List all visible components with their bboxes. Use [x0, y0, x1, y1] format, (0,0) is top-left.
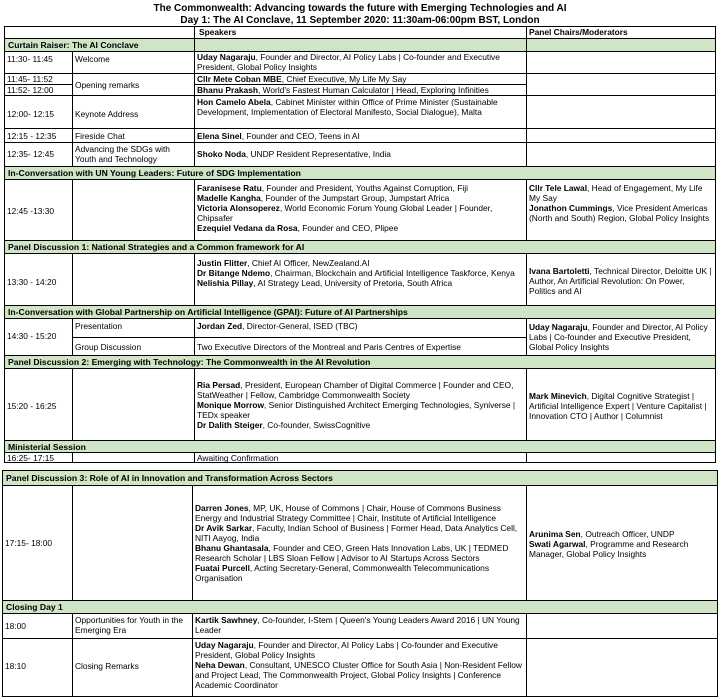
chair-list: Ivana Bartoletti, Technical Director, Deloitte UK | Author, An Artificial Revolution: On Power, Politics and AI: [529, 266, 712, 296]
section-closing: Closing Day 1: [3, 601, 717, 613]
chair-list: Uday Nagaraju, Founder and Director, AI Policy Labs | Co-founder and Executive President, Global Policy Insights: [529, 322, 708, 352]
speaker-list: Justin Flitter, Chief AI Officer, NewZealand.AI Dr Bitange Ndemo, Chairman, Blockchain and Artificial Intelligence Taskforce, Kenya Nelishia Pillay, AI Strategy Lead, University of Pretoria, South Africa: [197, 258, 515, 288]
speaker-list: Faranisese Ratu, Founder and President, Youths Against Corruption, Fiji Madelle Kangha, Founder of the Jumpstart Group, Jumpstart Africa Victoria Alonsoperez, World Economic Forum Young Global Leader | Founder, Chipsafer Ezequiel Vedana da Rosa, Founder and CEO, Plipee: [197, 183, 493, 233]
speaker-entry: Bhanu Prakash, World's Fastest Human Calculator | Head, Exploring Infinities: [197, 85, 489, 95]
session-label: Advancing the SDGs with Youth and Technology: [75, 144, 170, 164]
session-label: Fireside Chat: [75, 131, 125, 141]
time-slot: 11:52- 12:00: [7, 85, 54, 95]
time-slot: 16:25- 17:15: [7, 453, 55, 463]
session-label: Group Discussion: [75, 342, 142, 352]
document-title: The Commonwealth: Advancing towards the future with Emerging Technologies and AI: [153, 3, 567, 14]
speaker-list: Uday Nagaraju, Founder and Director, AI Policy Labs | Co-founder and Executive President, Global Policy Insights Neha Dewan, Consultant, UNESCO Cluster Office for South Asia | Non-Resident Fellow and Project Lead, The Commonwealth Project, Global Policy Insights | Conference Academic Coordinator: [195, 640, 522, 690]
section-un-young-leaders: In-Conversation with UN Young Leaders: Future of SDG Implementation: [5, 167, 715, 179]
session-label: Presentation: [75, 321, 123, 331]
speaker-entry: Jordan Zed, Director-General, ISED (TBC): [197, 321, 358, 331]
time-slot: 12:45 -13:30: [7, 206, 55, 216]
session-label: Opening remarks: [75, 80, 140, 90]
time-slot: 17:15- 18:00: [5, 538, 53, 548]
time-slot: 18:10: [5, 661, 26, 671]
section-panel-1: Panel Discussion 1: National Strategies and a Common framework for AI: [5, 241, 715, 253]
session-label: Welcome: [75, 54, 110, 64]
section-curtain-raiser: Curtain Raiser: The AI Conclave: [5, 39, 715, 51]
time-slot: 15:20 - 16:25: [7, 401, 57, 411]
speaker-entry: Awaiting Confirmation: [197, 453, 279, 463]
time-slot: 12:00- 12:15: [7, 109, 55, 119]
speaker-list: Ria Persad, President, European Chamber of Digital Commerce | Founder and CEO, StatWeather | Fellow, Cambridge Commonwealth Society Monique Morrow, Senior Distinguished Architect Emerging Technologies, Syniverse | TEDx speaker Dr Dalith Steiger, Co-founder, SwissCognitive: [197, 380, 516, 430]
speaker-entry: Two Executive Directors of the Montreal and Paris Centres of Expertise: [197, 342, 461, 352]
section-panel-2: Panel Discussion 2: Emerging with Technology: The Commonwealth in the AI Revolution: [5, 356, 715, 368]
speaker-entry: Elena Sinel, Founder and CEO, Teens in AI: [197, 131, 360, 141]
header-chairs: Panel Chairs/Moderators: [529, 27, 628, 37]
chair-list: Cllr Tele Lawal, Head of Engagement, My Life My Say Jonathon Cummings, Vice President Americas (North and South) Region, Global Policy Insights: [529, 183, 710, 223]
session-label: Closing Remarks: [75, 661, 139, 671]
chair-list: Mark Minevich, Digital Cognitive Strategist | Artificial Intelligence Expert | Venture Capitalist | Innovation CTO | Author | Columnist: [529, 391, 707, 421]
section-gpai: In-Conversation with Global Partnership on Artificial Intelligence (GPAI): Future of AI Partnerships: [5, 306, 715, 318]
day-subtitle: Day 1: The AI Conclave, 11 September 2020: 11:30am-06:00pm BST, London: [180, 15, 540, 26]
time-slot: 11:30- 11:45: [7, 54, 53, 64]
speaker-entry: Cllr Mete Coban MBE, Chief Executive, My Life My Say: [197, 74, 407, 84]
time-slot: 12:15 - 12:35: [7, 131, 57, 141]
header-speakers: Speakers: [199, 27, 237, 37]
time-slot: 14:30 - 15:20: [7, 331, 57, 341]
section-ministerial: Ministerial Session: [5, 441, 715, 452]
chair-list: Arunima Sen, Outreach Officer, UNDP Swati Agarwal, Programme and Research Manager, Global Policy Insights: [529, 529, 689, 559]
section-panel-3: Panel Discussion 3: Role of AI in Innovation and Transformation Across Sectors: [3, 471, 717, 485]
session-label: Keynote Address: [75, 109, 139, 119]
speaker-entry: Hon Camelo Abela, Cabinet Minister within Office of Prime Minister (Sustainable Development, Implementation of Electoral Manifesto, Social Dialogue), Malta: [197, 97, 498, 117]
speaker-entry: Shoko Noda, UNDP Resident Representative, India: [197, 149, 391, 159]
time-slot: 11:45- 11:52: [7, 74, 53, 84]
speaker-entry: Kartik Sawhney, Co-founder, I-Stem | Queen's Young Leaders Award 2016 | UN Young Leader: [195, 615, 520, 635]
speaker-list: Darren Jones, MP, UK, House of Commons | Chair, House of Commons Business Energy and Industrial Strategy Committee | Chair, Institute of Artificial Intelligence Dr Avik Sarkar, Faculty, Indian School of Business | Former Head, Data Analytics Cell, NITI Aayog, India Bhanu Ghantasala, Founder and CEO, Green Hats Innovation Labs, UK | TEDMED Research Scholar | LBS Sloan Fellow | Advisor to AI Startups Across Sectors Fuatai Purcell, Acting Secretary-General, Commonwealth Telecommunications Organisation: [195, 503, 518, 583]
session-label: Opportunities for Youth in the Emerging Era: [75, 615, 184, 635]
speaker-entry: Uday Nagaraju, Founder and Director, AI Policy Labs | Co-founder and Executive President, Global Policy Insights: [197, 52, 500, 72]
time-slot: 18:00: [5, 621, 26, 631]
time-slot: 12:35- 12:45: [7, 149, 55, 159]
time-slot: 13:30 - 14:20: [7, 277, 57, 287]
